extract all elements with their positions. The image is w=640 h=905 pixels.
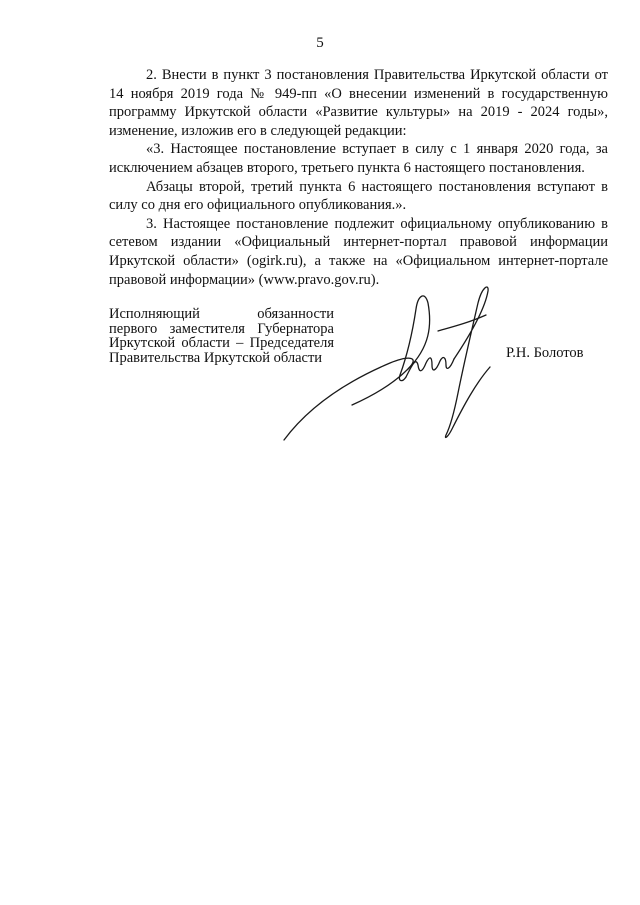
paragraph-amendment-intro: 2. Внести в пункт 3 постановления Правительства Иркутской области от 14 ноября 2019 года № 949-пп «О внесении изменений в государственную программу Иркутской области «Развитие культуры» на 2019 - 2024 годы», изменение, изложив его в следующей редакции: [109, 67, 608, 139]
signatory-position-line: Правительства Иркутской области [109, 349, 323, 366]
paragraph-amendment-text: «3. Настоящее постановление вступает в силу с 1 января 2020 года, за исключением абзацев второго, третьего пункта 6 настоящего постановления. [109, 141, 608, 176]
handwritten-signature [280, 285, 510, 445]
signatory-position-line: Иркутской области – Председателя [109, 335, 334, 351]
signatory-name: Р.Н. Болотов [506, 345, 584, 361]
signatory-position-line: первого заместителя Губернатора [109, 320, 334, 337]
page-number: 5 [316, 35, 324, 51]
document-body [109, 66, 608, 289]
signatory-position-line: Исполняющий обязанности [109, 306, 334, 322]
paragraph-amendment-exception: Абзацы второй, третий пункта 6 настоящего постановления вступают в силу со дня его официального опубликования.». [109, 178, 608, 214]
paragraph-publication: 3. Настоящее постановление подлежит официальному опубликованию в сетевом издании «Официальный интернет-портал правовой информации Иркутской области» (ogirk.ru), а также на «Официальном интернет-портале правовой информации» (www.pravo.gov.ru). [109, 215, 608, 288]
